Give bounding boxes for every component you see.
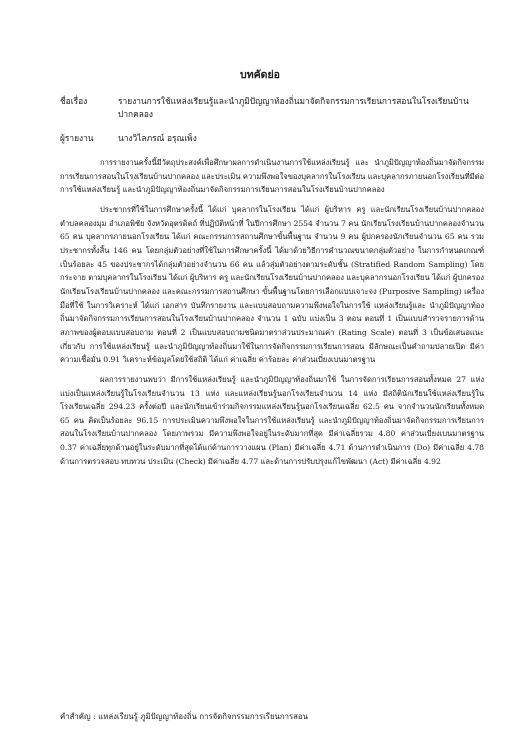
subject-label: ชื่อเรื่อง [60,96,88,106]
paragraph-methodology: ประชากรที่ใช้ในการศึกษาครั้งนี้ ได้แก่ บุคลากรในโรงเรียน ได้แก่ ผู้บริหาร ครู และนักเรียนโรงเรียนบ้านปากคลอง ตำบลคลองมุม อำเภอพิชัย จังหวัดอุตรดิตถ์ ที่ปฏิบัติหน้าที่ ในปีการศึกษา 2554 จำนวน 7 คน นักเรียนโรงเรียนบ้านปากคลองจำนวน 65 คน บุคลากรภายนอกโรงเรียน ได้แก่ คณะกรรมการสถานศึกษาขั้นพื้นฐาน จำนวน 9 คน ผู้ปกครองนักเรียนจำนวน 65 คน รวมประชากรทั้งสิ้น 146 คน โดยกลุ่มตัวอย่างที่ใช้ในการศึกษาครั้งนี้ ได้มาด้วยวิธีการคำนวณขนาดกลุ่มตัวอย่าง ในการกำหนดเกณฑ์เป็นร้อยละ 45 ของประชากรได้กลุ่มตัวอย่างจำนวน 66 คน แล้วสุ่มตัวอย่างตามระดับชั้น (Stratified Random Sampling) โดยกระจาย ตามบุคลากรในโรงเรียน ได้แก่ ผู้บริหาร ครู และนักเรียนโรงเรียนบ้านปากคลอง และบุคลากรนอกโรงเรียน ได้แก่ ผู้ปกครองนักเรียนโรงเรียนบ้านปากคลอง และคณะกรรมการสถานศึกษา ขั้นพื้นฐานโดยการเลือกแบบเจาะจง (Purposive Sampling) เครื่องมือที่ใช้ ในการวิเคราะห์ ได้แก่ เอกสาร บันทึกรายงาน และแบบสอบถามความพึงพอใจในการใช้ แหล่งเรียนรู้และ นำภูมิปัญญาท้องถิ่นมาจัดกิจกรรมการเรียนการสอนในโรงเรียนบ้านปากคลอง จำนวน 1 ฉบับ แบ่งเป็น 3 ตอน ตอนที่ 1 เป็นแบบสำรวจรายการด้านสภาพของผู้ตอบแบบสอบถาม ตอนที่ 2 เป็นแบบสอบถามชนิดมาตราส่วนประมาณค่า (Rating Scale) ตอนที่ 3 เป็นข้อเสนอแนะเกี่ยวกับ การใช้แหล่งเรียนรู้ และนำภูมิปัญญาท้องถิ่นมาใช้ในการจัดกิจกรรมการเรียนการสอน มีลักษณะเป็นคำถามปลายเปิด มีค่าความเชื่อมั่น 0.91 วิเคราะห์ข้อมูลโดยใช้สถิติ ได้แก่ ค่าเฉลี่ย ค่าร้อยละ ค่าส่วนเบี่ยงเบนมาตรฐาน [60,204,484,365]
reporter-value: นางวิไลภรณ์ อรุณเพ็ง [118,133,197,143]
reporter-row [60,132,480,146]
abstract-body [60,156,484,468]
abstract-title: บทคัดย่อ [240,69,280,81]
paragraph-objectives: การรายงานครั้งนี้มีวัตถุประสงค์เพื่อศึกษาผลการดำเนินงานการใช้แหล่งเรียนรู้ และ นำภูมิปัญญาท้องถิ่นมาจัดกิจกรรมการเรียนการสอนในโรงเรียนบ้านปากคลอง และประเมิน ความพึงพอใจของบุคลากรในโรงเรียน และบุคลากรภายนอกโรงเรียนที่มีต่อการใช้แหล่งเรียนรู้ และนำภูมิปัญญาท้องถิ่นมาจัดกิจกรรมการเรียนการสอนในโรงเรียนบ้านปากคลอง [60,158,484,195]
paragraph-results: ผลการรายงานพบว่า มีการใช้แหล่งเรียนรู้ และนำภูมิปัญญาท้องถิ่นมาใช้ ในการจัดการเรียนการสอนทั้งหมด 27 แห่ง แบ่งเป็นแหล่งเรียนรู้ในโรงเรียนจำนวน 13 แห่ง และแหล่งเรียนรู้นอกโรงเรียนจำนวน 14 แห่ง มีสถิตินักเรียนใช้แหล่งเรียนรู้ในโรงเรียนเฉลี่ย 294.23 ครั้งต่อปี และนักเรียนเข้าร่วมกิจกรรมแหล่งเรียนรู้นอกโรงเรียนเฉลี่ย 62.5 คน จากจำนวนนักเรียนทั้งหมด 65 คน คิดเป็นร้อยละ 96.15 การประเมินความพึงพอใจในการใช้แหล่งเรียนรู้ และนำภูมิปัญญาท้องถิ่นมาจัดกิจกรรมการเรียนการสอนในโรงเรียนบ้านปากคลอง โดยภาพรวม มีความพึงพอใจอยู่ในระดับมากที่สุด มีค่าเฉลี่ยรวม 4.80 ค่าส่วนเบี่ยงเบนมาตรฐาน 0.37 ค่าเฉลี่ยทุกด้านอยู่ในระดับมากที่สุดได้แก่ด้านการวางแผน (Plan) มีค่าเฉลี่ย 4.71 ด้านการดำเนินการ (Do) มีค่าเฉลี่ย 4.78 ด้านการตรวจสอบ ทบทวน ประเมิน (Check) มีค่าเฉลี่ย 4.77 และด้านการปรับปรุงแก้ไขพัฒนา (Act) มีค่าเฉลี่ย 4.92 [60,374,484,466]
reporter-label: ผู้รายงาน [60,133,94,143]
subject-row [60,95,480,125]
keywords: คำสำคัญ : แหล่งเรียนรู้ ภูมิปัญญาท้องถิ่น การจัดกิจกรรมการเรียนการสอน [60,712,308,721]
subject-value: รายงานการใช้แหล่งเรียนรู้และนำภูมิปัญญาท้องถิ่นมาจัดกิจกรรมการเรียนการสอนในโรงเรียนบ้านปากคลอง [118,96,469,119]
